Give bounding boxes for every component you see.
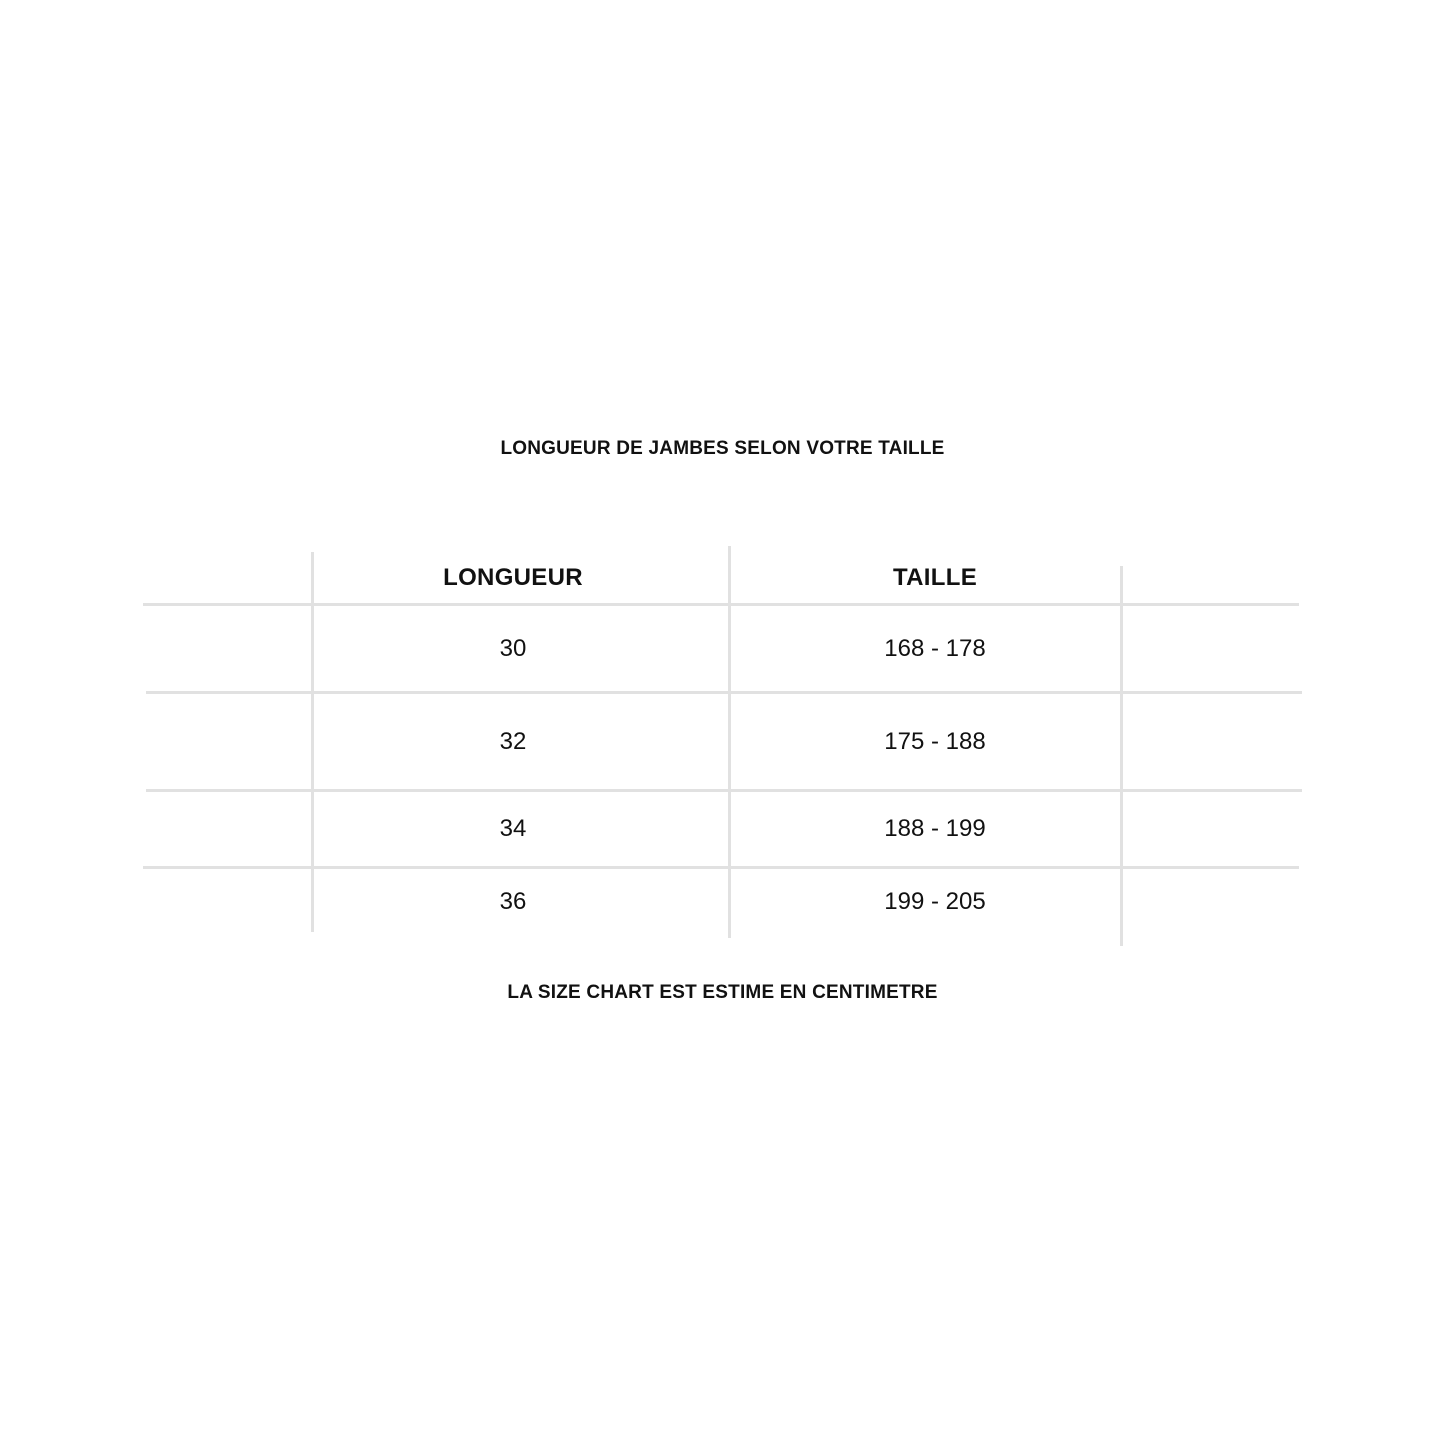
unit-footnote: LA SIZE CHART EST ESTIME EN CENTIMETRE	[507, 982, 938, 1003]
grid-line-horizontal	[143, 603, 1299, 606]
table-cell-longueur: 34	[499, 815, 527, 842]
grid-line-horizontal	[143, 866, 1299, 869]
grid-line-vertical	[1120, 566, 1123, 946]
table-cell-taille: 168 - 178	[884, 635, 986, 662]
table-cell-taille: 175 - 188	[884, 728, 986, 755]
grid-line-vertical	[311, 552, 314, 932]
table-cell-longueur: 30	[499, 635, 527, 662]
column-header-longueur: LONGUEUR	[443, 564, 583, 591]
grid-line-horizontal	[146, 789, 1302, 792]
table-cell-taille: 199 - 205	[884, 888, 986, 915]
table-cell-longueur: 32	[499, 728, 527, 755]
table-cell-taille: 188 - 199	[884, 815, 986, 842]
page-title: LONGUEUR DE JAMBES SELON VOTRE TAILLE	[500, 438, 945, 459]
column-header-taille: TAILLE	[892, 564, 978, 591]
table-cell-longueur: 36	[499, 888, 527, 915]
grid-line-vertical	[728, 546, 731, 938]
grid-line-horizontal	[146, 691, 1302, 694]
